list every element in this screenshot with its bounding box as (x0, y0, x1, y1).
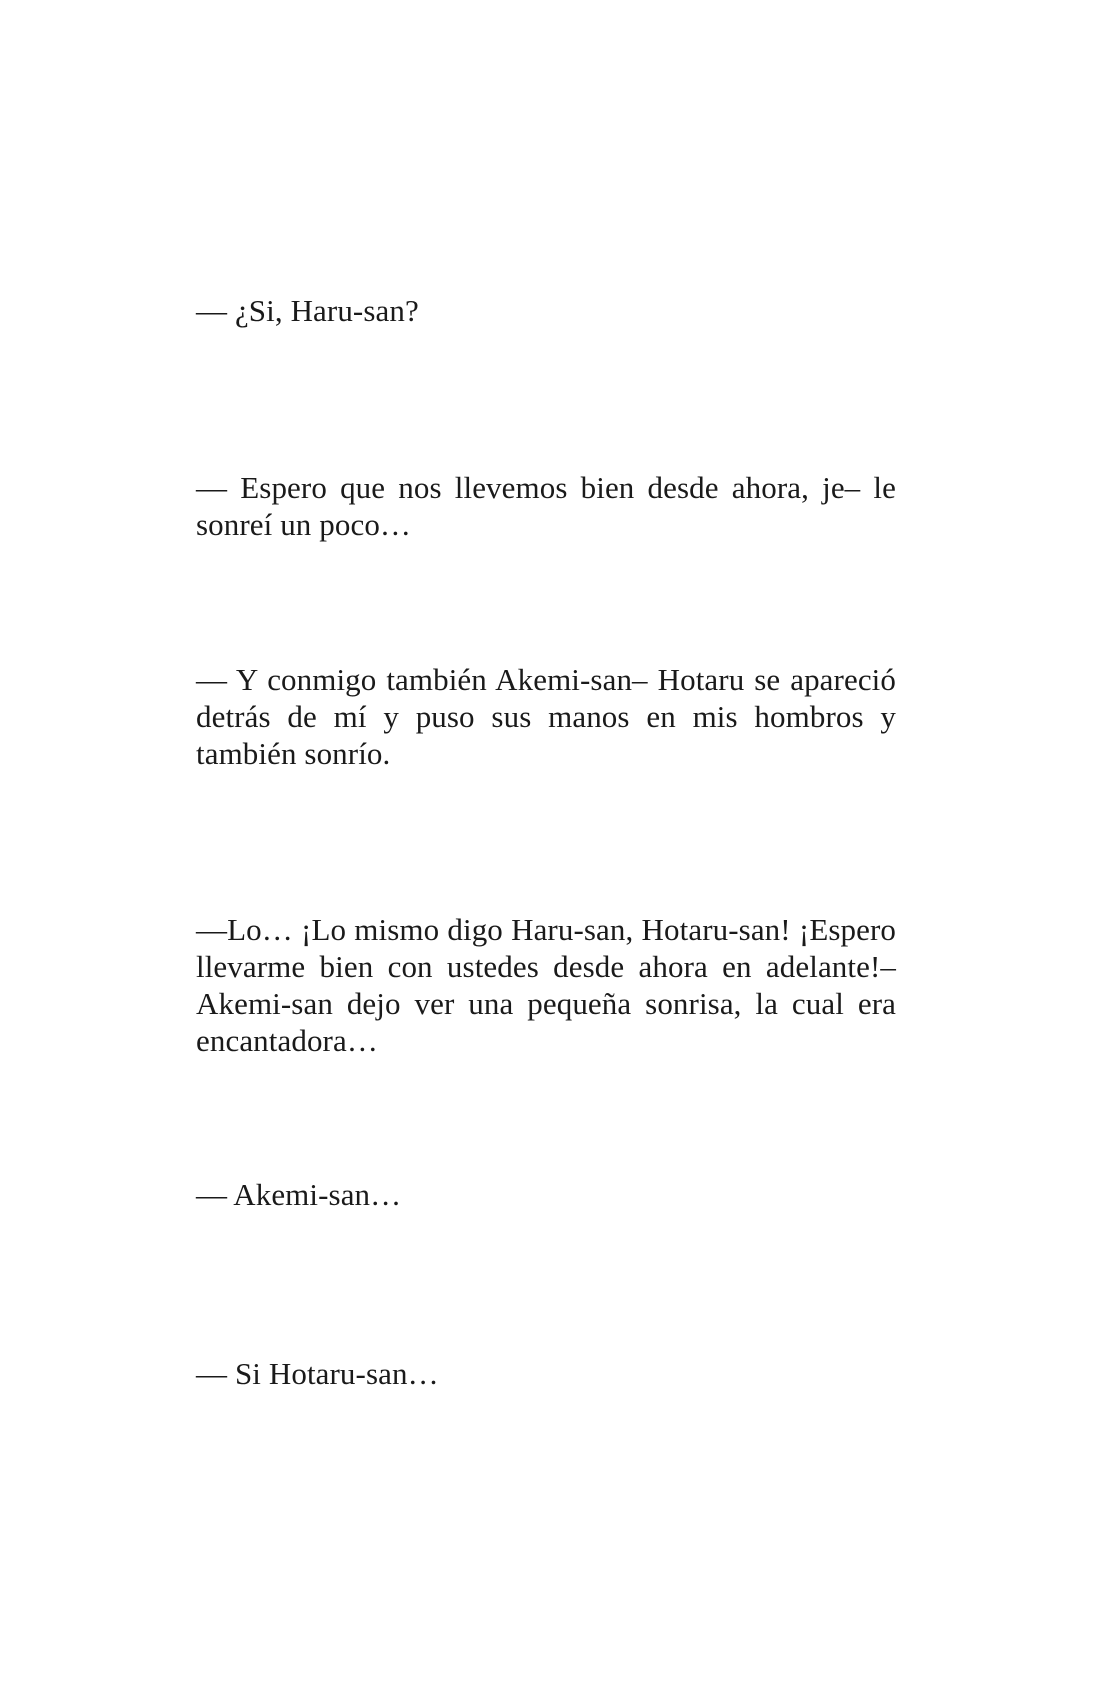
dialogue-paragraph: — Si Hotaru-san… (196, 1356, 439, 1391)
dialogue-paragraph: — Y conmigo también Akemi-san– Hotaru se apareció detrás de mí y puso sus manos en mis hombros y también sonrío. (196, 662, 896, 771)
dialogue-paragraph: —Lo… ¡Lo mismo digo Haru-san, Hotaru-san! ¡Espero llevarme bien con ustedes desde ahora en adelante!– Akemi-san dejo ver una pequeña sonrisa, la cual era encantadora… (196, 912, 896, 1058)
dialogue-paragraph: — Espero que nos llevemos bien desde ahora, je– le sonreí un poco… (196, 470, 896, 542)
dialogue-paragraph: — Akemi-san… (196, 1177, 402, 1212)
dialogue-paragraph: — ¿Si, Haru-san? (196, 293, 419, 328)
